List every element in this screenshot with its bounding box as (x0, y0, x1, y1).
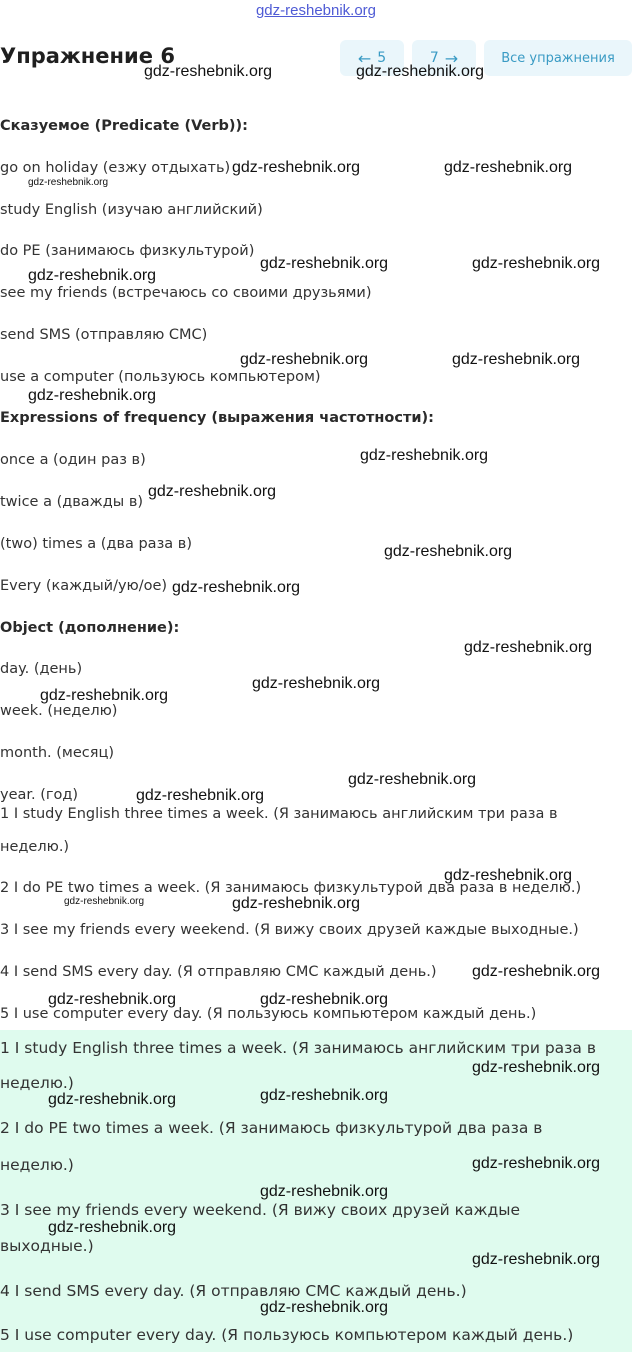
watermark: gdz-reshebnik.org (232, 159, 361, 176)
frequency-item: once a (один раз в) (0, 452, 146, 468)
predicate-item: go on holiday (езжу отдыхать) (0, 160, 231, 176)
all-exercises-button[interactable] (484, 40, 632, 76)
sentence-line: 1 I study English three times a week. (Я занимаюсь английским три раза в (0, 804, 632, 824)
all-exercises-label: Все упражнения (501, 50, 615, 66)
sentence-line: 5 I use computer every day. (Я пользуюсь компьютером каждый день.) (0, 1006, 537, 1022)
page-title: Упражнение 6 (0, 44, 175, 68)
watermark: gdz-reshebnik.org (40, 687, 169, 704)
object-item: month. (месяц) (0, 745, 115, 761)
frequency-item: Every (каждый/ую/ое) (0, 578, 168, 594)
predicate-item: see my friends (встречаюсь со своими друзьями) (0, 285, 372, 301)
watermark: gdz-reshebnik.org (472, 1251, 601, 1268)
answer-line: выходные.) (0, 1237, 94, 1255)
predicate-item: send SMS (отправляю СМС) (0, 327, 208, 343)
watermark: gdz-reshebnik.org (48, 1091, 177, 1108)
answer-line: 4 I send SMS every day. (Я отправляю СМС каждый день.) (0, 1282, 467, 1300)
frequency-item: (two) times a (два раза в) (0, 536, 192, 552)
answer-line: 5 I use computer every day. (Я пользуюсь компьютером каждый день.) (0, 1326, 574, 1344)
watermark: gdz-reshebnik.org (136, 787, 265, 804)
frequency-heading: Expressions of frequency (выражения частотности): (0, 410, 434, 426)
watermark: gdz-reshebnik.org (252, 675, 381, 692)
watermark: gdz-reshebnik.org (148, 483, 277, 500)
sentence-line: 4 I send SMS every day. (Я отправляю СМС каждый день.) (0, 964, 437, 980)
frequency-item: twice a (дважды в) (0, 494, 144, 510)
next-exercise-label: 7 (429, 50, 439, 66)
watermark: gdz-reshebnik.org (472, 1059, 601, 1076)
watermark: gdz-reshebnik.org (28, 267, 157, 284)
watermark: gdz-reshebnik.org (464, 639, 593, 656)
site-link[interactable]: gdz-reshebnik.org (255, 2, 377, 19)
object-heading: Object (дополнение): (0, 620, 180, 636)
predicate-item: do PE (занимаюсь физкультурой) (0, 243, 255, 259)
predicate-item: study English (изучаю английский) (0, 202, 263, 218)
object-item: year. (год) (0, 787, 79, 803)
watermark: gdz-reshebnik.org (28, 387, 157, 404)
sentence-line: неделю.) (0, 839, 70, 855)
watermark: gdz-reshebnik.org (260, 1087, 389, 1104)
watermark: gdz-reshebnik.org (260, 991, 389, 1008)
watermark: gdz-reshebnik.org (356, 63, 485, 80)
watermark: gdz-reshebnik.org (444, 159, 573, 176)
watermark: gdz-reshebnik.org (260, 1183, 389, 1200)
watermark: gdz-reshebnik.org (64, 896, 145, 907)
watermark: gdz-reshebnik.org (232, 895, 361, 912)
predicate-heading: Сказуемое (Predicate (Verb)): (0, 118, 248, 134)
watermark: gdz-reshebnik.org (48, 1219, 177, 1236)
answer-line: 1 I study English three times a week. (Я занимаюсь английским три раза в (0, 1039, 596, 1057)
watermark: gdz-reshebnik.org (452, 351, 581, 368)
object-item: day. (день) (0, 661, 83, 677)
watermark: gdz-reshebnik.org (260, 255, 389, 272)
watermark: gdz-reshebnik.org (144, 63, 273, 80)
watermark: gdz-reshebnik.org (472, 1155, 601, 1172)
watermark: gdz-reshebnik.org (260, 1299, 389, 1316)
object-item: week. (неделю) (0, 703, 118, 719)
answer-line: неделю.) (0, 1074, 74, 1092)
watermark: gdz-reshebnik.org (384, 543, 513, 560)
watermark: gdz-reshebnik.org (240, 351, 369, 368)
watermark: gdz-reshebnik.org (348, 771, 477, 788)
watermark: gdz-reshebnik.org (172, 579, 301, 596)
prev-exercise-label: 5 (377, 50, 387, 66)
arrow-right-icon: → (444, 48, 459, 68)
answer-line: 3 I see my friends every weekend. (Я вижу своих друзей каждые (0, 1201, 520, 1219)
watermark: gdz-reshebnik.org (444, 867, 573, 884)
answer-line: 2 I do PE two times a week. (Я занимаюсь физкультурой два раза в (0, 1119, 543, 1137)
watermark: gdz-reshebnik.org (360, 447, 489, 464)
predicate-item: use a computer (пользуюсь компьютером) (0, 369, 321, 385)
sentence-line: 3 I see my friends every weekend. (Я вижу своих друзей каждые выходные.) (0, 922, 579, 938)
arrow-left-icon: ← (357, 48, 372, 68)
watermark: gdz-reshebnik.org (472, 963, 601, 980)
watermark: gdz-reshebnik.org (472, 255, 601, 272)
answer-line: неделю.) (0, 1156, 74, 1174)
watermark: gdz-reshebnik.org (48, 991, 177, 1008)
watermark: gdz-reshebnik.org (28, 177, 109, 188)
sentence-line: 2 I do PE two times a week. (Я занимаюсь физкультурой два раза в неделю.) (0, 880, 582, 896)
